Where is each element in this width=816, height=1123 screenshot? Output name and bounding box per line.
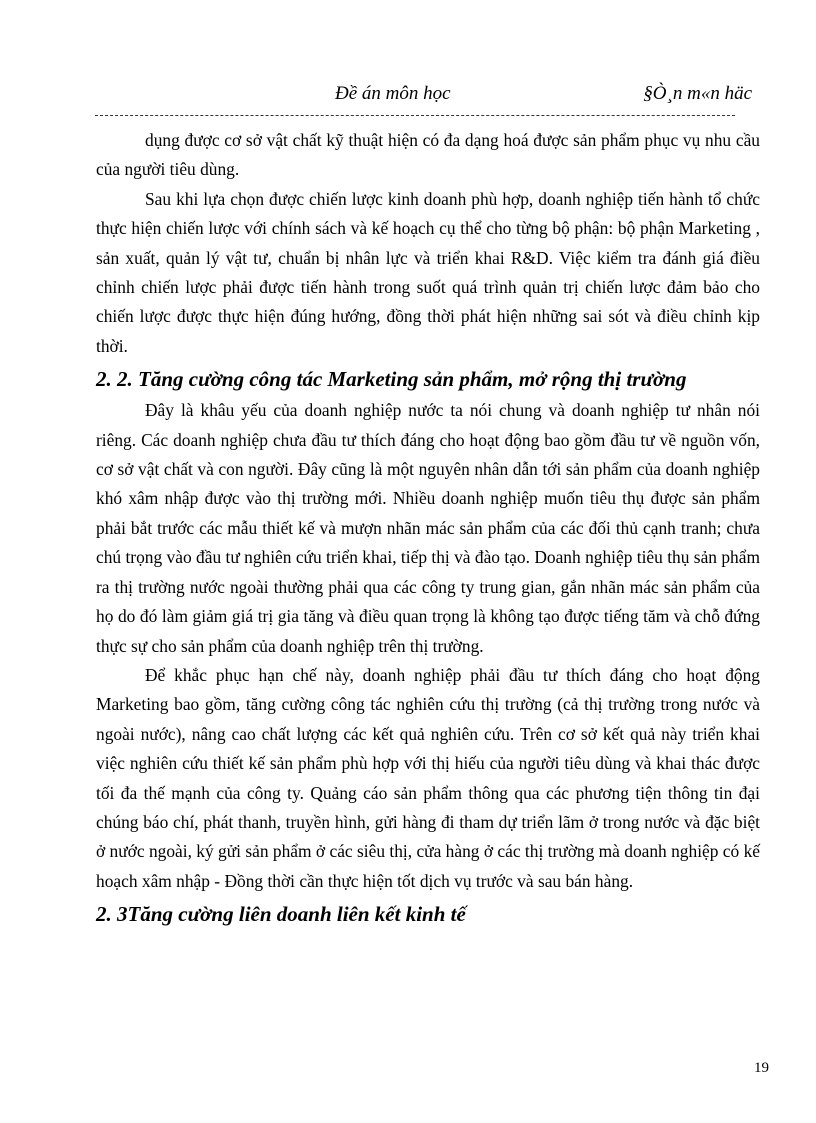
header-divider <box>95 115 735 116</box>
paragraph-4: Để khắc phục hạn chế này, doanh nghiệp phải đầu tư thích đáng cho hoạt động Marketing bao gồm, tăng cường công tác nghiên cứu thị trường (cả thị trường trong nước và ngoài nước), nâng cao chất lượng các kết quả nghiên cứu. Trên cơ sở kết quả này triển khai việc nghiên cứu thiết kế sản phẩm phù hợp với thị hiếu của người tiêu dùng và khai thác được tối đa thế mạnh của công ty. Quảng cáo sản phẩm thông qua các phương tiện thông tin đại chúng báo chí, phát thanh, truyền hình, gửi hàng đi tham dự triển lãm ở trong nước và đặc biệt ở nước ngoài, ký gửi sản phẩm ở các siêu thị, cửa hàng ở các thị trường mà doanh nghiệp có kế hoạch xâm nhập - Đồng thời cần thực hiện tốt dịch vụ trước và sau bán hàng. <box>96 664 760 891</box>
paragraph-1: dụng được cơ sở vật chất kỹ thuật hiện có đa dạng hoá được sản phẩm phục vụ nhu cầu của người tiêu dùng. <box>96 130 760 180</box>
page-header <box>95 80 760 110</box>
paragraph-2: Sau khi lựa chọn được chiến lược kinh doanh phù hợp, doanh nghiệp tiến hành tổ chức thực hiện chiến lược với chính sách và kế hoạch cụ thể cho từng bộ phận: bộ phận Marketing , sản xuất, quản lý vật tư, chuẩn bị nhân lực và triển khai R&D. Việc kiểm tra đánh giá điều chỉnh chiến lược phải được tiến hành trong suốt quá trình quản trị chiến lược đảm bảo cho chiến lược được thực hiện đúng hướng, đồng thời phát hiện những sai sót và điều chỉnh kịp thời. <box>96 188 760 356</box>
header-title-garbled: §Ò¸n m«n häc <box>643 83 752 104</box>
section-heading-2-2: 2. 2. Tăng cường công tác Marketing sản phẩm, mở rộng thị trường <box>96 367 687 392</box>
section-heading-2-3: 2. 3Tăng cường liên doanh liên kết kinh tế <box>96 902 466 927</box>
paragraph-3: Đây là khâu yếu của doanh nghiệp nước ta nói chung và doanh nghiệp tư nhân nói riêng. Các doanh nghiệp chưa đầu tư thích đáng cho hoạt động bao gồm đầu tư về nguồn vốn, cơ sở vật chất và con người. Đây cũng là một nguyên nhân dẫn tới sản phẩm của doanh nghiệp khó xâm nhập được vào thị trường mới. Nhiều doanh nghiệp muốn tiêu thụ được sản phẩm phải bắt trước các mẫu thiết kế và mượn nhãn mác sản phẩm của các đối thủ cạnh tranh; chưa chú trọng vào đầu tư nghiên cứu triển khai, tiếp thị và đào tạo. Doanh nghiệp tiêu thụ sản phẩm ra thị trường nước ngoài thường phải qua các công ty trung gian, gắn nhãn mác sản phẩm của họ do đó làm giảm giá trị gia tăng và điều quan trọng là không tạo được tiếng tăm và chỗ đứng thực sự cho sản phẩm của doanh nghiệp trên thị trường. <box>96 400 760 656</box>
header-title: Đề án môn học <box>335 83 451 104</box>
page-number: 19 <box>754 1060 769 1076</box>
document-body <box>96 126 760 931</box>
